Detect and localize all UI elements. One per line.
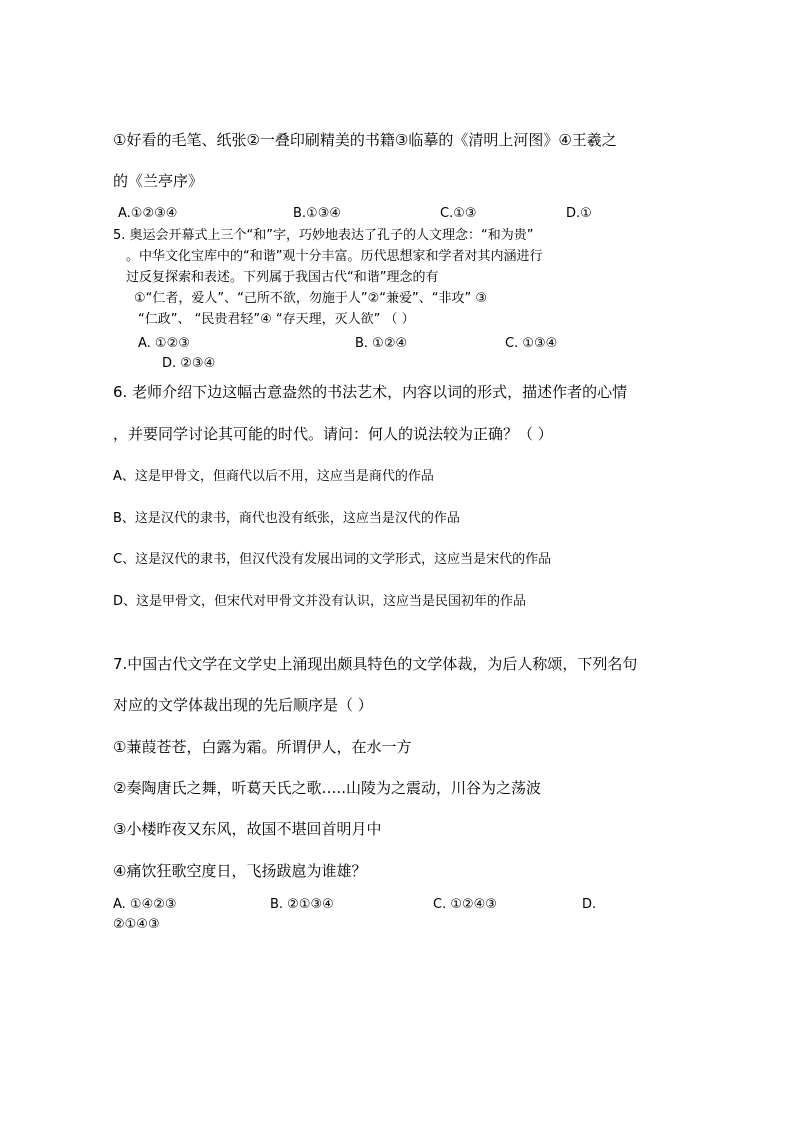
q5-line-2: 。中华文化宝库中的“和谐”观十分丰富。历代思想家和学者对其内涵进行 bbox=[126, 249, 543, 264]
q7-option-b: B. ②①③④ bbox=[270, 897, 334, 912]
q4-line-2: 的《兰亭序》 bbox=[113, 172, 204, 190]
q5-line-5: “仁政”、 “民贵君轻”④ “存天理，灭人欲” （ ） bbox=[138, 312, 415, 327]
q6-option-d: D、这是甲骨文，但宋代对甲骨文并没有认识，这应当是民国初年的作品 bbox=[113, 594, 527, 609]
q6-line-2: ，并要同学讨论其可能的时代。请问：何人的说法较为正确？（ ） bbox=[113, 425, 553, 443]
q7-option-a: A. ①④②③ bbox=[113, 897, 177, 912]
q5-line-3: 过反复探索和表述。下列属于我国古代“和谐”理念的有 bbox=[126, 270, 439, 285]
q5-option-c: C. ①③④ bbox=[505, 336, 558, 351]
q7-line-1: 7.中国古代文学在文学史上涌现出颇具特色的文学体裁，为后人称颂，下列名句 bbox=[113, 655, 638, 673]
q7-item-4: ④痛饮狂歌空度日，飞扬跋扈为谁雄？ bbox=[113, 862, 367, 880]
q7-option-d: D. bbox=[582, 897, 597, 912]
q4-option-a: A.①②③④ bbox=[118, 206, 178, 221]
q7-option-c: C. ①②④③ bbox=[433, 897, 497, 912]
q5-option-a: A. ①②③ bbox=[138, 336, 190, 351]
q6-option-a: A、这是甲骨文，但商代以后不用，这应当是商代的作品 bbox=[113, 469, 434, 484]
q4-option-d: D.① bbox=[566, 206, 592, 221]
q6-line-1: 6. 老师介绍下边这幅古意盎然的书法艺术，内容以词的形式，描述作者的心情 bbox=[113, 383, 628, 401]
q4-line-1: ①好看的毛笔、纸张②一叠印刷精美的书籍③临摹的《清明上河图》④王羲之 bbox=[113, 131, 617, 149]
q6-option-b: B、这是汉代的隶书，商代也没有纸张，这应当是汉代的作品 bbox=[113, 511, 460, 526]
q5-option-d: D. ②③④ bbox=[162, 356, 216, 371]
q7-item-2: ②奏陶唐氏之舞，听葛天氏之歌…..山陵为之震动，川谷为之荡波 bbox=[113, 779, 541, 797]
q7-item-1: ①蒹葭苍苍，白露为霜。所谓伊人，在水一方 bbox=[113, 738, 412, 756]
q5-line-4: ①“仁者，爱人”、“己所不欲，勿施于人”②“兼爱”、“非攻” ③ bbox=[134, 291, 487, 306]
q7-line-2: 对应的文学体裁出现的先后顺序是（ ） bbox=[113, 696, 373, 714]
q4-option-b: B.①③④ bbox=[293, 206, 342, 221]
q5-option-b: B. ①②④ bbox=[355, 336, 408, 351]
q7-item-3: ③小楼昨夜又东风，故国不堪回首明月中 bbox=[113, 820, 382, 838]
q5-line-1: 5. 奥运会开幕式上三个“和”字，巧妙地表达了孔子的人文理念：“和为贵” bbox=[113, 228, 534, 243]
q6-option-c: C、这是汉代的隶书，但汉代没有发展出词的文学形式，这应当是宋代的作品 bbox=[113, 552, 552, 567]
q4-option-c: C.①③ bbox=[440, 206, 477, 221]
q7-option-d-content: ②①④③ bbox=[113, 917, 160, 932]
